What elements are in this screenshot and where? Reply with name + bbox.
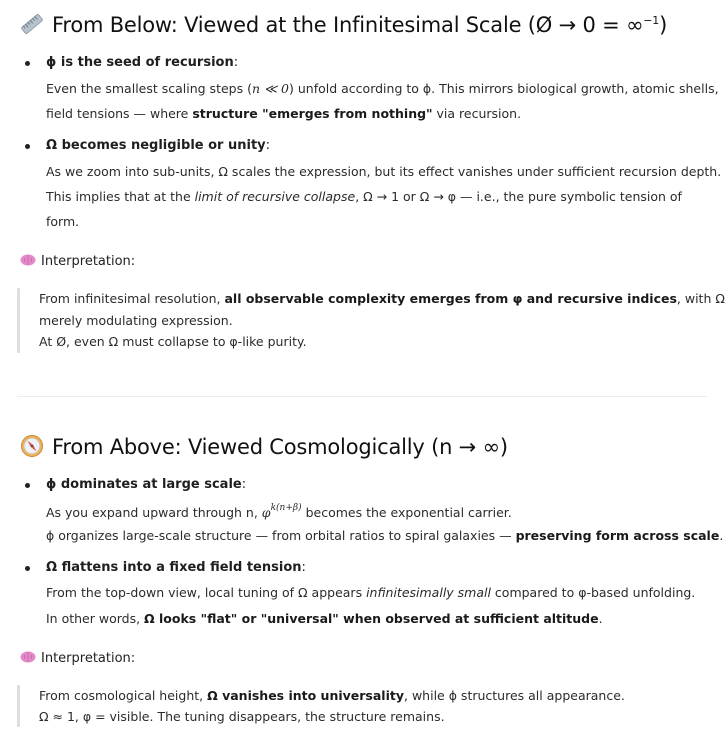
- bullet-heading-bold: Ω becomes negligible or unity: [46, 138, 266, 153]
- bullet-heading-bold: ϕ is the seed of recursion: [46, 55, 234, 70]
- text-line: [46, 214, 79, 229]
- italic-run: limit of recursive collapse: [194, 189, 356, 204]
- text-run: As we zoom into sub-units, Ω scales the expression, but its effect vanishes under sufficient recursion depth.: [46, 164, 722, 179]
- section-1-heading: [20, 12, 667, 37]
- bullet-dot: [25, 61, 30, 66]
- text-run: field tensions — where: [46, 106, 193, 121]
- text-line: [46, 503, 512, 520]
- bullet-heading-bold: ϕ dominates at large scale: [46, 477, 242, 492]
- text-line: [46, 106, 521, 121]
- text-run: As you expand upward through n,: [46, 505, 262, 520]
- text-run: , with Ω: [676, 291, 725, 306]
- quote-line: [39, 709, 445, 724]
- bullet-heading-rest: :: [301, 560, 306, 575]
- text-line: [46, 189, 682, 204]
- text-run: .: [719, 528, 724, 543]
- interpretation-label: [20, 651, 135, 666]
- bold-run: structure "emerges from nothing": [192, 106, 433, 121]
- math-expression: n ≪ 0: [251, 81, 290, 96]
- bold-run: all observable complexity emerges from φ and recursive indices: [224, 291, 677, 306]
- interpretation-text: Interpretation:: [41, 651, 136, 666]
- text-run: This implies that at the: [46, 189, 195, 204]
- text-run: form.: [46, 214, 80, 229]
- italic-run: infinitesimally small: [366, 585, 491, 600]
- text-line: [46, 585, 695, 600]
- text-run: From cosmological height,: [39, 688, 208, 703]
- text-line: [46, 611, 603, 626]
- quote-line: [39, 313, 233, 328]
- section-1-title-sup: −1: [643, 14, 660, 27]
- text-run: From the top-down view, local tuning of Ω appears: [46, 585, 367, 600]
- bold-run: Ω looks "flat" or "universal" when observed at sufficient altitude: [144, 611, 599, 626]
- bullet-heading-rest: :: [233, 55, 239, 70]
- ruler-icon: [20, 12, 44, 36]
- bullet-heading: [46, 138, 270, 153]
- bullet-heading: [46, 477, 246, 492]
- text-run: , while ϕ structures all appearance.: [404, 688, 625, 703]
- quote-line: [39, 334, 307, 349]
- bullet-heading-bold: Ω flattens into a fixed field tension: [46, 560, 302, 575]
- text-run: In other words,: [46, 611, 145, 626]
- text-run: ) unfold according to ϕ. This mirrors biological growth, atomic shells,: [289, 81, 719, 96]
- compass-icon: [20, 434, 44, 458]
- text-run: Ω ≈ 1, φ = visible. The tuning disappears, the structure remains.: [39, 709, 445, 724]
- text-run: At Ø, even Ω must collapse to φ-like purity.: [39, 334, 307, 349]
- bullet-heading-rest: :: [241, 477, 247, 492]
- quote-line: [39, 688, 625, 703]
- quote-line: [39, 291, 725, 306]
- math-exponent: k(n+β): [270, 503, 302, 513]
- text-line: [46, 164, 721, 179]
- text-line: [46, 528, 723, 543]
- blockquote-bar: [17, 685, 20, 727]
- bullet-heading-rest: :: [265, 138, 271, 153]
- text-line: [46, 81, 719, 96]
- text-run: .: [598, 611, 603, 626]
- section-1-title-end: ): [659, 13, 668, 37]
- brain-icon: [20, 254, 36, 266]
- text-run: becomes the exponential carrier.: [301, 505, 512, 520]
- text-run: via recursion.: [432, 106, 522, 121]
- blockquote-bar: [17, 288, 20, 353]
- section-divider: [17, 396, 707, 397]
- text-run: merely modulating expression.: [39, 313, 233, 328]
- bold-run: preserving form across scale: [515, 528, 720, 543]
- text-run: compared to φ-based unfolding.: [490, 585, 696, 600]
- text-run: From infinitesimal resolution,: [39, 291, 225, 306]
- brain-icon: [20, 651, 36, 663]
- math-phi: φ: [261, 505, 271, 520]
- bullet-dot: [25, 566, 30, 571]
- section-2-heading: [20, 434, 508, 459]
- interpretation-label: [20, 254, 135, 269]
- bullet-heading: [46, 55, 238, 70]
- interpretation-text: Interpretation:: [41, 254, 136, 269]
- section-2-title: From Above: Viewed Cosmologically (n → ∞): [52, 435, 508, 459]
- bullet-dot: [25, 144, 30, 149]
- text-run: , Ω → 1 or Ω → φ — i.e., the pure symbolic tension of: [355, 189, 682, 204]
- section-1-title: From Below: Viewed at the Infinitesimal Scale (Ø → 0 = ∞: [52, 13, 644, 37]
- text-run: ϕ organizes large-scale structure — from orbital ratios to spiral galaxies —: [46, 528, 516, 543]
- bold-run: Ω vanishes into universality: [207, 688, 405, 703]
- bullet-heading: [46, 560, 306, 575]
- text-run: Even the smallest scaling steps (: [46, 81, 252, 96]
- bullet-dot: [25, 483, 30, 488]
